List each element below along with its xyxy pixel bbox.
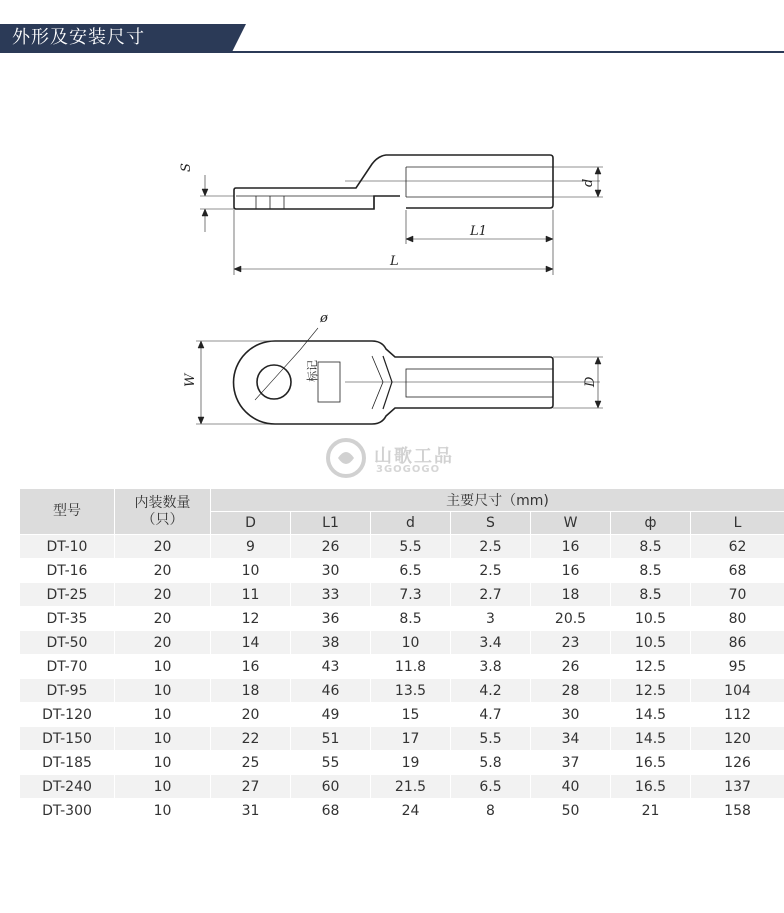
cell-d: 5.5 — [371, 535, 451, 559]
cell-D: 11 — [211, 583, 291, 607]
cell-d: 13.5 — [371, 679, 451, 703]
cell-S: 8 — [451, 799, 531, 823]
table-row — [20, 703, 784, 727]
cell-L1: 33 — [291, 583, 371, 607]
cell-L1: 43 — [291, 655, 371, 679]
table-row — [20, 775, 784, 799]
header-L1: L1 — [291, 512, 371, 535]
cell-d: 21.5 — [371, 775, 451, 799]
table-row — [20, 799, 784, 823]
cell-phi: 10.5 — [611, 631, 691, 655]
header-main-dimensions: 主要尺寸（mm) — [211, 489, 784, 512]
cell-phi: 10.5 — [611, 607, 691, 631]
cell-L: 126 — [691, 751, 784, 775]
cell-qty: 10 — [115, 799, 211, 823]
cell-d: 10 — [371, 631, 451, 655]
header-model: 型号 — [20, 489, 115, 535]
table-row — [20, 679, 784, 703]
table-row — [20, 655, 784, 679]
cell-S: 5.5 — [451, 727, 531, 751]
spec-table — [19, 488, 784, 823]
header-L: L — [691, 512, 784, 535]
page-title: 外形及安装尺寸 — [12, 27, 145, 48]
cell-S: 2.5 — [451, 535, 531, 559]
cell-qty: 10 — [115, 703, 211, 727]
header-W: W — [531, 512, 611, 535]
cell-qty: 10 — [115, 727, 211, 751]
label-mark: 标记 — [306, 360, 319, 382]
cell-L: 95 — [691, 655, 784, 679]
cell-S: 2.7 — [451, 583, 531, 607]
brand-name: 山歌工品 — [374, 446, 454, 467]
cell-qty: 10 — [115, 655, 211, 679]
cell-L1: 46 — [291, 679, 371, 703]
label-S: S — [179, 163, 194, 172]
cell-W: 50 — [531, 799, 611, 823]
cell-L: 80 — [691, 607, 784, 631]
cell-model: DT-120 — [20, 703, 115, 727]
cell-W: 37 — [531, 751, 611, 775]
cell-W: 40 — [531, 775, 611, 799]
cell-model: DT-240 — [20, 775, 115, 799]
cell-phi: 16.5 — [611, 751, 691, 775]
cell-phi: 8.5 — [611, 583, 691, 607]
cell-S: 2.5 — [451, 559, 531, 583]
header-qty-line1: 内装数量 — [134, 494, 191, 511]
cell-d: 6.5 — [371, 559, 451, 583]
cell-S: 5.8 — [451, 751, 531, 775]
cell-qty: 20 — [115, 583, 211, 607]
cell-L1: 30 — [291, 559, 371, 583]
header-d: d — [371, 512, 451, 535]
cell-d: 7.3 — [371, 583, 451, 607]
cell-qty: 20 — [115, 607, 211, 631]
cell-phi: 14.5 — [611, 703, 691, 727]
cell-model: DT-70 — [20, 655, 115, 679]
cell-L: 158 — [691, 799, 784, 823]
cell-L: 137 — [691, 775, 784, 799]
cell-phi: 8.5 — [611, 535, 691, 559]
cell-W: 16 — [531, 559, 611, 583]
cell-qty: 20 — [115, 631, 211, 655]
cell-L1: 26 — [291, 535, 371, 559]
cell-L: 70 — [691, 583, 784, 607]
cell-L: 120 — [691, 727, 784, 751]
cell-W: 18 — [531, 583, 611, 607]
cell-phi: 16.5 — [611, 775, 691, 799]
top-view — [196, 328, 603, 424]
table-row — [20, 727, 784, 751]
label-D: D — [583, 376, 598, 387]
cell-d: 8.5 — [371, 607, 451, 631]
header-D: D — [211, 512, 291, 535]
lug-drawing — [0, 60, 784, 480]
label-W: W — [183, 373, 198, 387]
cell-D: 16 — [211, 655, 291, 679]
cell-D: 9 — [211, 535, 291, 559]
cell-qty: 10 — [115, 679, 211, 703]
label-L1: L1 — [470, 224, 487, 239]
cell-L: 112 — [691, 703, 784, 727]
cell-L: 86 — [691, 631, 784, 655]
header-S: S — [451, 512, 531, 535]
cell-qty: 20 — [115, 535, 211, 559]
brand-logo-icon — [326, 436, 366, 480]
cell-model: DT-10 — [20, 535, 115, 559]
cell-model: DT-300 — [20, 799, 115, 823]
cell-W: 34 — [531, 727, 611, 751]
cell-S: 4.2 — [451, 679, 531, 703]
table-row — [20, 631, 784, 655]
cell-D: 20 — [211, 703, 291, 727]
cell-S: 3 — [451, 607, 531, 631]
cell-W: 16 — [531, 535, 611, 559]
header-qty — [115, 489, 211, 535]
terminal-lug-diagram — [0, 60, 784, 480]
cell-D: 25 — [211, 751, 291, 775]
label-phi: ø — [320, 311, 328, 326]
cell-d: 24 — [371, 799, 451, 823]
cell-d: 11.8 — [371, 655, 451, 679]
cell-S: 6.5 — [451, 775, 531, 799]
cell-model: DT-150 — [20, 727, 115, 751]
header-tab-cut — [232, 24, 246, 52]
cell-L1: 60 — [291, 775, 371, 799]
table-row — [20, 535, 784, 559]
brand-watermark — [326, 436, 486, 482]
cell-phi: 21 — [611, 799, 691, 823]
cell-L1: 49 — [291, 703, 371, 727]
cell-L1: 51 — [291, 727, 371, 751]
cell-W: 26 — [531, 655, 611, 679]
cell-qty: 20 — [115, 559, 211, 583]
cell-L: 104 — [691, 679, 784, 703]
cell-L: 62 — [691, 535, 784, 559]
cell-phi: 8.5 — [611, 559, 691, 583]
cell-d: 19 — [371, 751, 451, 775]
table-row — [20, 559, 784, 583]
cell-qty: 10 — [115, 751, 211, 775]
cell-L1: 55 — [291, 751, 371, 775]
cell-L: 68 — [691, 559, 784, 583]
cell-model: DT-16 — [20, 559, 115, 583]
header-qty-line2: （只） — [141, 511, 184, 528]
side-view — [200, 155, 603, 275]
cell-L1: 36 — [291, 607, 371, 631]
cell-S: 3.8 — [451, 655, 531, 679]
section-header — [0, 0, 784, 52]
brand-sub: 3GOGOGO — [376, 464, 441, 475]
cell-W: 20.5 — [531, 607, 611, 631]
label-d: d — [581, 178, 596, 187]
cell-phi: 12.5 — [611, 679, 691, 703]
cell-phi: 12.5 — [611, 655, 691, 679]
cell-D: 10 — [211, 559, 291, 583]
table-row — [20, 583, 784, 607]
cell-D: 22 — [211, 727, 291, 751]
cell-W: 23 — [531, 631, 611, 655]
header-phi: ф — [611, 512, 691, 535]
cell-model: DT-50 — [20, 631, 115, 655]
cell-model: DT-35 — [20, 607, 115, 631]
cell-D: 18 — [211, 679, 291, 703]
cell-L1: 68 — [291, 799, 371, 823]
cell-S: 3.4 — [451, 631, 531, 655]
cell-phi: 14.5 — [611, 727, 691, 751]
cell-L1: 38 — [291, 631, 371, 655]
table-row — [20, 607, 784, 631]
cell-model: DT-95 — [20, 679, 115, 703]
label-L: L — [390, 254, 399, 269]
cell-D: 27 — [211, 775, 291, 799]
cell-W: 30 — [531, 703, 611, 727]
cell-W: 28 — [531, 679, 611, 703]
cell-d: 15 — [371, 703, 451, 727]
cell-model: DT-25 — [20, 583, 115, 607]
cell-qty: 10 — [115, 775, 211, 799]
table-row — [20, 751, 784, 775]
cell-d: 17 — [371, 727, 451, 751]
header-divider — [0, 51, 784, 53]
cell-S: 4.7 — [451, 703, 531, 727]
cell-D: 14 — [211, 631, 291, 655]
cell-D: 31 — [211, 799, 291, 823]
cell-model: DT-185 — [20, 751, 115, 775]
cell-D: 12 — [211, 607, 291, 631]
